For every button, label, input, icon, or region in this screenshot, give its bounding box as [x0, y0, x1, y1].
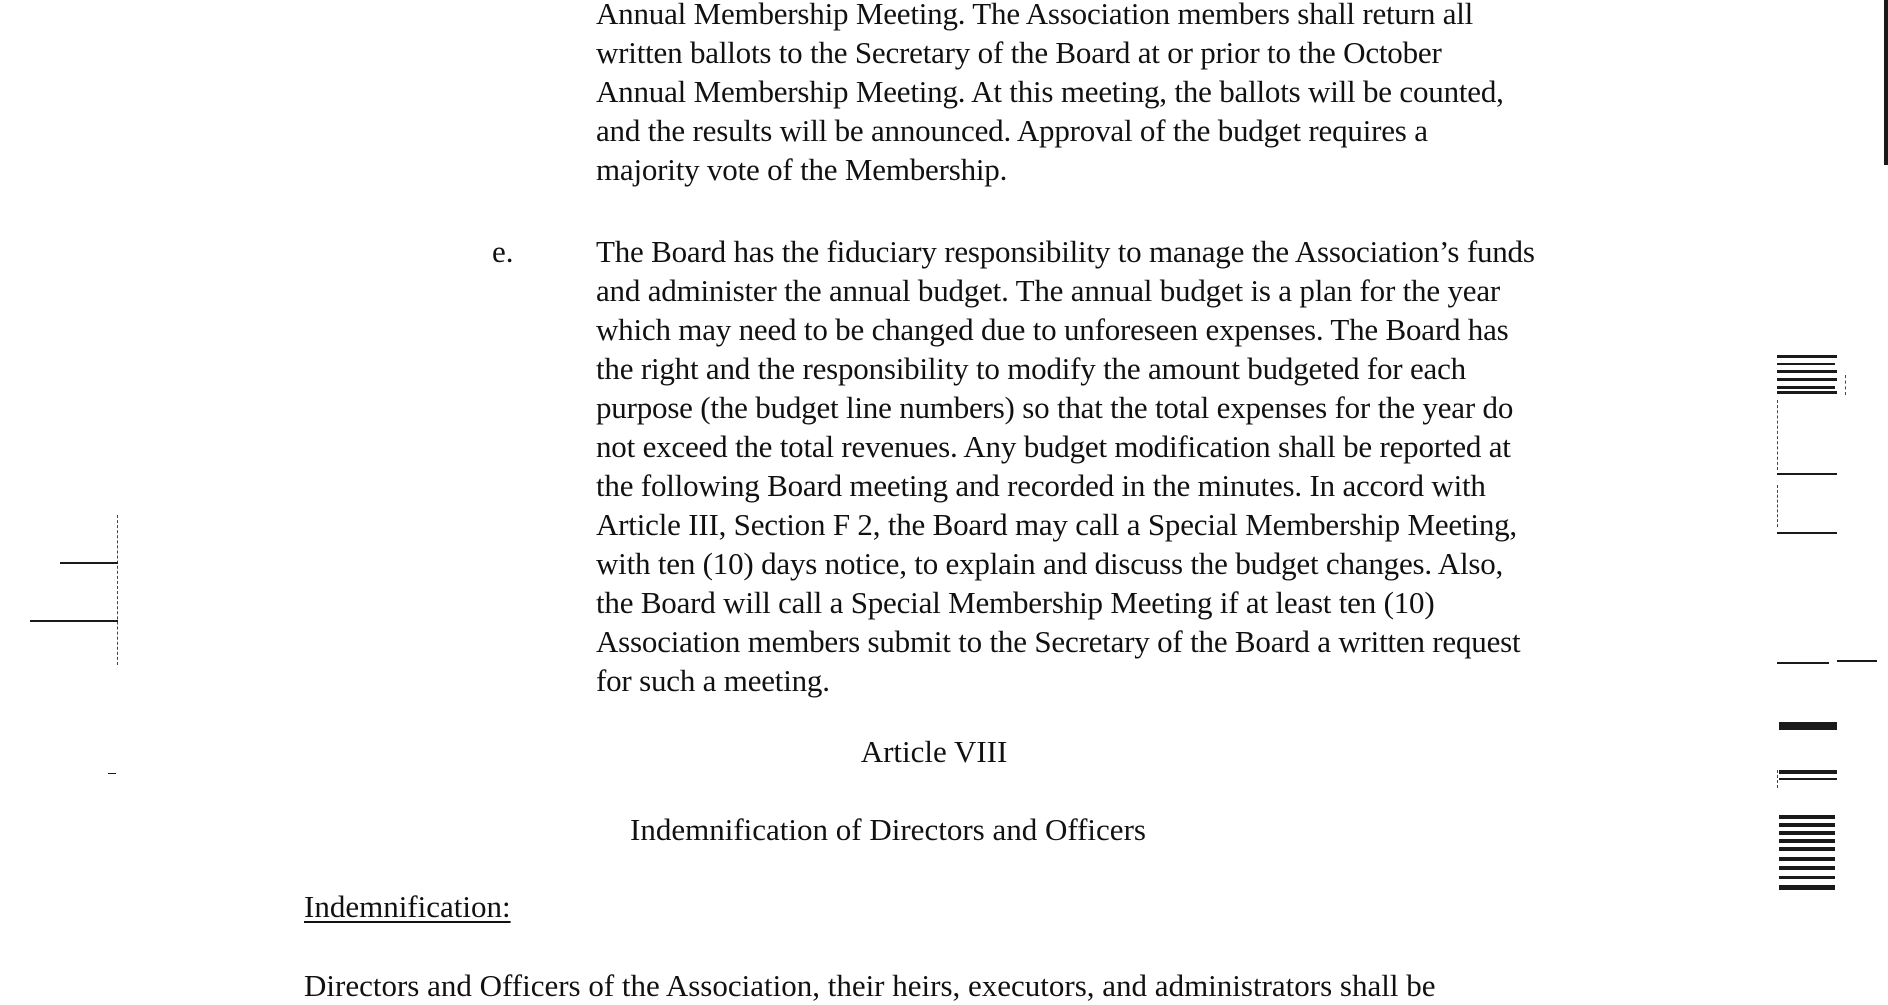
text-line: Association members submit to the Secretary of the Board a written request: [596, 624, 1521, 659]
scan-artifact-left-vertical: [117, 515, 118, 665]
scan-artifact-left-dot: [108, 773, 116, 774]
article-title: Article VIII: [860, 734, 1008, 769]
article-subtitle: Indemnification of Directors and Officers: [630, 812, 1146, 847]
list-item-marker: e.: [492, 234, 514, 269]
text-line: the following Board meeting and recorded in the minutes. In accord with: [596, 468, 1486, 503]
text-line: and administer the annual budget. The annual budget is a plan for the year: [596, 273, 1500, 308]
text-line: with ten (10) days notice, to explain and discuss the budget changes. Also,: [596, 546, 1504, 581]
text-line: purpose (the budget line numbers) so that the total expenses for the year do: [596, 390, 1514, 425]
text-line: majority vote of the Membership.: [596, 152, 1008, 187]
paragraph-d-continued: [596, 0, 1504, 189]
scan-artifact-left-tick-2: [30, 620, 118, 622]
text-line: the right and the responsibility to modify the amount budgeted for each: [596, 351, 1466, 386]
text-line: not exceed the total revenues. Any budget modification shall be reported at: [596, 429, 1511, 464]
body-paragraph-start: Directors and Officers of the Association, their heirs, executors, and administrators shall be: [304, 968, 1436, 1003]
text-line: for such a meeting.: [596, 663, 830, 698]
text-line: written ballots to the Secretary of the Board at or prior to the October: [596, 35, 1442, 70]
text-line: which may need to be changed due to unforeseen expenses. The Board has: [596, 312, 1509, 347]
paragraph-item-e: [596, 232, 1535, 700]
text-line: Article III, Section F 2, the Board may call a Special Membership Meeting,: [596, 507, 1517, 542]
scan-artifact-right-edge: [1884, 0, 1888, 165]
text-line: The Board has the fiduciary responsibility to manage the Association’s funds: [596, 234, 1535, 269]
text-line: Annual Membership Meeting. At this meeting, the ballots will be counted,: [596, 74, 1504, 109]
section-heading: Indemnification:: [304, 889, 511, 924]
text-line: Annual Membership Meeting. The Association members shall return all: [596, 0, 1474, 31]
text-line: the Board will call a Special Membership Meeting if at least ten (10): [596, 585, 1435, 620]
text-line: and the results will be announced. Approval of the budget requires a: [596, 113, 1428, 148]
scan-artifact-left-tick-1: [60, 562, 118, 564]
